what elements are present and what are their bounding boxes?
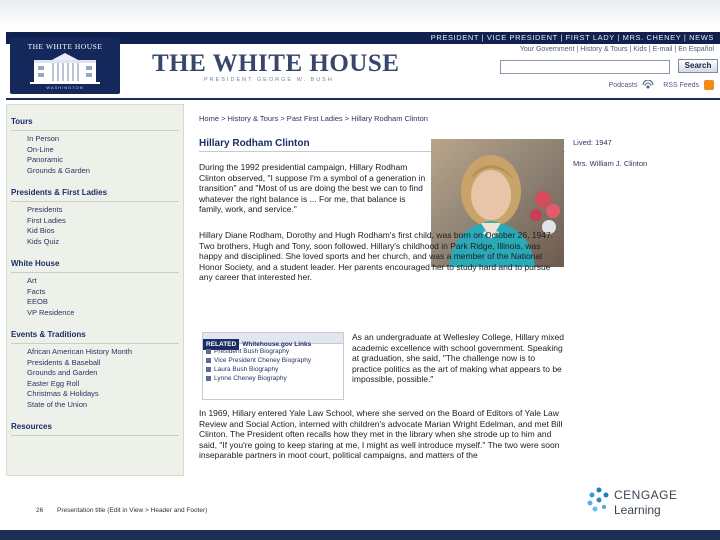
nav-kids[interactable]: Kids [633,46,647,53]
bio-paragraph: In 1969, Hillary entered Yale Law School, where she served on the Board of Editors of Yale Law Review and Social Action, interned with children's advocate Marian Wright Edelman, and met Bill Clinton. The President often recalls how they met in the library when she strode up to him and said, "If you're going to keep staring at me, I might as well introduce myself." The two were soon inseparable partners in moot court, political campaigns, and matters of the [199,408,563,461]
nav-first-lady[interactable]: FIRST LADY [565,33,615,42]
sidebar-item-easter-egg-roll[interactable]: Easter Egg Roll [27,378,80,388]
slide-bottom-bar [0,530,720,540]
sidebar-item-art[interactable]: Art [27,276,37,285]
white-house-logo[interactable] [10,38,120,94]
sidebar-heading[interactable]: Resources [11,414,179,436]
slide-number: 26 [36,507,44,514]
sidebar-item-vp-residence[interactable]: VP Residence [27,307,75,317]
sidebar-item-state-of-union[interactable]: State of the Union [27,399,88,409]
related-link[interactable]: President Bush Biography [206,347,340,356]
site-title[interactable]: THE WHITE HOUSE [152,50,400,77]
sidebar-item-presidents[interactable]: Presidents [27,205,63,214]
sidebar-item-african-american-history[interactable]: African American History Month [27,347,133,356]
sidebar-heading[interactable]: Events & Traditions [11,322,179,344]
sidebar-section-white-house [11,251,179,318]
sidebar-item-kid-bios[interactable]: Kid Bios [27,226,55,235]
rss-icon[interactable] [704,80,714,90]
search-input[interactable] [500,60,670,74]
sidebar-section-tours [11,109,179,176]
top-nav-links: PRESIDENT | VICE PRESIDENT | FIRST LADY | MRS. CHENEY | NEWS [430,33,714,42]
bio-side-info [573,138,647,180]
sidebar [6,104,184,476]
nav-en-espanol[interactable]: En Español [678,46,714,53]
bio-paragraph: During the 1992 presidential campaign, Hillary Rodham Clinton observed, "I suppose I'm a symbol of a generation in transition" and "Most of us are doing the best we can to find whatever the right balance is ... For me, that balance is family, work, and service." [199,162,426,215]
sidebar-section-events [11,322,179,410]
bullet-icon [206,367,211,372]
nav-your-government[interactable]: Your Government [519,46,575,53]
logo-text: THE WHITE HOUSE [27,42,103,51]
cengage-mark-icon [586,486,612,516]
cengage-learning-wordmark: Learning [614,503,661,517]
nav-mrs-cheney[interactable]: MRS. CHENEY [622,33,682,42]
sidebar-item-kids-quiz[interactable]: Kids Quiz [27,236,60,246]
sidebar-section-resources [11,414,179,436]
related-link[interactable]: Lynne Cheney Biography [206,374,340,383]
sidebar-section-presidents [11,180,179,247]
site-header [6,28,720,98]
bio-paragraph: As an undergraduate at Wellesley College, Hillary mixed academic excellence with school government. Speaking at graduation, she said, "The challenge now is to practice politics as the art of making what appears to be impossible, possible." [352,332,564,385]
sidebar-item-on-line[interactable]: On-Line [27,144,54,154]
lived-years: Lived: 1947 [573,138,612,147]
sidebar-item-panoramic[interactable]: Panoramic [27,155,63,164]
cengage-logo [586,482,696,522]
sidebar-heading[interactable]: White House [11,251,179,273]
sidebar-item-in-person[interactable]: In Person [27,134,60,143]
sidebar-heading[interactable]: Presidents & First Ladies [11,180,179,202]
related-links-box [202,332,344,400]
bullet-icon [206,376,211,381]
sidebar-item-eeob[interactable]: EEOB [27,297,48,306]
logo-subtext: WASHINGTON [46,85,84,90]
header-divider [6,98,720,100]
slide-top-strip [0,0,720,28]
page-title: Hillary Rodham Clinton [199,138,310,149]
nav-president[interactable]: PRESIDENT [430,33,479,42]
related-link[interactable]: Vice President Cheney Biography [206,356,340,365]
bullet-icon [206,358,211,363]
sidebar-item-facts[interactable]: Facts [27,286,46,296]
related-links-header [203,333,343,348]
nav-email[interactable]: E-mail [652,46,673,53]
podcasts-link[interactable]: Podcasts [608,81,638,89]
nav-history-tours[interactable]: History & Tours [580,46,628,53]
cengage-wordmark: CENGAGE [614,488,678,502]
secondary-nav: Your Government | History & Tours | Kids | E-mail | En Español [519,46,714,53]
nav-vice-president[interactable]: VICE PRESIDENT [486,33,558,42]
site-subtitle: PRESIDENT GEORGE W. BUSH [204,77,334,83]
bullet-icon [206,349,211,354]
search-button[interactable]: Search [678,59,718,73]
sidebar-item-christmas-holidays[interactable]: Christmas & Holidays [27,389,99,398]
breadcrumb[interactable]: Home > History & Tours > Past First Ladies > Hillary Rodham Clinton [199,114,428,123]
feeds-links [609,80,714,90]
slide-footer-text: Presentation title (Edit in View > Header and Footer) [57,507,208,514]
spouse-link[interactable]: Mrs. William J. Clinton [573,159,648,168]
sidebar-item-grounds-and-garden[interactable]: Grounds and Garden [27,368,98,377]
sidebar-item-first-ladies[interactable]: First Ladies [27,215,66,225]
related-link[interactable]: Laura Bush Biography [206,365,340,374]
sidebar-item-presidents-baseball[interactable]: Presidents & Baseball [27,357,101,367]
sidebar-heading[interactable]: Tours [11,109,179,131]
rss-feeds-link[interactable]: RSS Feeds [663,81,700,89]
sidebar-item-grounds-garden[interactable]: Grounds & Garden [27,165,90,175]
related-tag: RELATED [203,339,239,350]
podcast-icon[interactable] [641,80,655,90]
related-label: Whitehouse.gov Links [242,341,312,348]
bio-paragraph: Hillary Diane Rodham, Dorothy and Hugh Rodham's first child, was born on October 26, 1947. Two brothers, Hugh and Tony, soon followed. Hillary's childhood in Park Ridge, Illinois, was happy and disciplined. She loved sports and her church, and was a member of the National Honor Society, and a student leader. Her parents encouraged her to study hard and to pursue any career that interested her. [199,230,554,283]
nav-news[interactable]: NEWS [689,33,714,42]
